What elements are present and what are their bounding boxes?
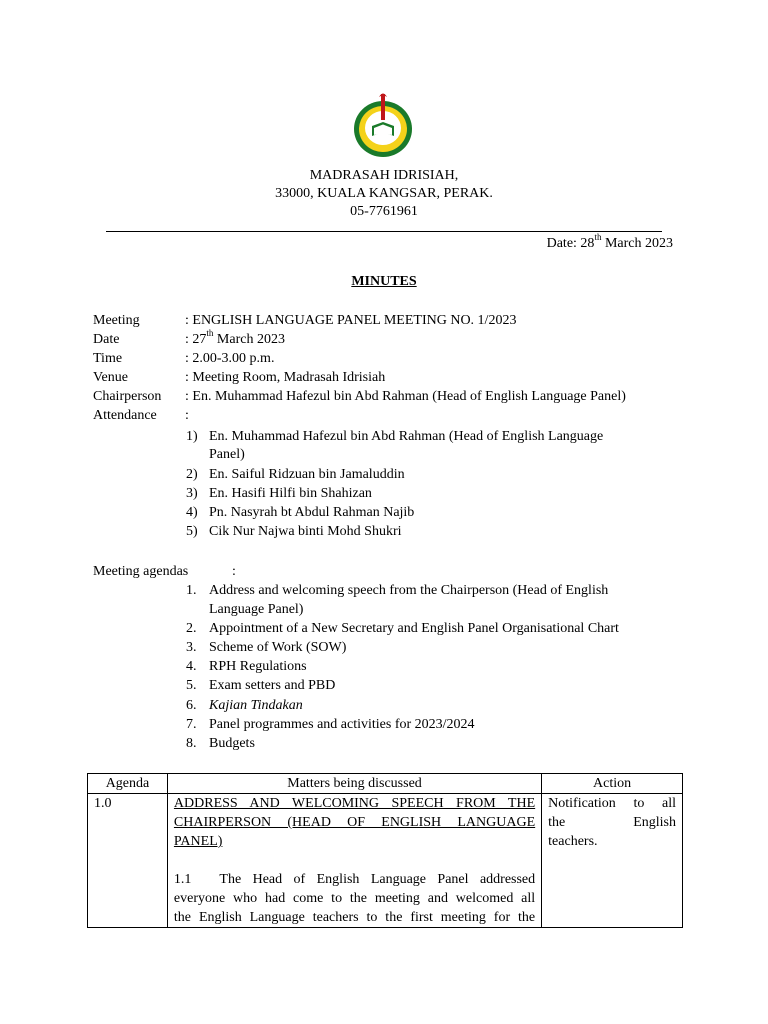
venue-value: : Meeting Room, Madrasah Idrisiah xyxy=(185,370,386,385)
table-header-row xyxy=(88,774,683,794)
school-address: 33000, KUALA KANGSAR, PERAK. xyxy=(275,186,493,201)
chairperson-label: Chairperson xyxy=(93,389,162,404)
agenda-item: Panel programmes and activities for 2023/2024 xyxy=(209,717,475,732)
matters-paragraph-line: everyone who had come to the meeting and welcomed all xyxy=(173,891,536,906)
attendance-num: 1) xyxy=(186,429,198,444)
meeting-label: Meeting xyxy=(93,313,140,328)
time-label: Time xyxy=(93,351,123,366)
agendas-label: Meeting agendas xyxy=(93,564,189,579)
attendance-label: Attendance xyxy=(93,408,157,423)
chairperson-value: : En. Muhammad Hafezul bin Abd Rahman (Head of English Language Panel) xyxy=(185,389,626,404)
agenda-num: 4. xyxy=(186,659,197,674)
agenda-num: 1. xyxy=(186,583,197,598)
matters-heading-line: PANEL) xyxy=(173,834,223,849)
time-value: : 2.00-3.00 p.m. xyxy=(185,351,275,366)
action-line: teachers. xyxy=(548,834,598,849)
agenda-item: Address and welcoming speech from the Chairperson (Head of English xyxy=(209,583,609,598)
school-crest-icon xyxy=(352,88,414,158)
page-title: MINUTES xyxy=(351,274,417,289)
venue-label: Venue xyxy=(93,370,128,385)
meeting-value: : ENGLISH LANGUAGE PANEL MEETING NO. 1/2023 xyxy=(185,313,517,328)
agenda-item: Kajian Tindakan xyxy=(209,698,303,713)
matters-heading-line: CHAIRPERSON (HEAD OF ENGLISH LANGUAGE xyxy=(173,815,536,830)
agenda-item-cont: Language Panel) xyxy=(209,602,304,617)
attendance-item: Cik Nur Najwa binti Mohd Shukri xyxy=(209,524,402,539)
attendance-item: En. Hasifi Hilfi bin Shahizan xyxy=(209,486,372,501)
agenda-num: 5. xyxy=(186,678,197,693)
attendance-num: 5) xyxy=(186,524,198,539)
attendance-item: En. Muhammad Hafezul bin Abd Rahman (Head of English Language xyxy=(209,429,604,444)
header-agenda: Agenda xyxy=(88,774,168,794)
matters-paragraph-line: 1.1 The Head of English Language Panel addressed xyxy=(173,872,536,887)
attendance-colon: : xyxy=(185,408,189,423)
matters-heading-line: ADDRESS AND WELCOMING SPEECH FROM THE xyxy=(173,796,536,811)
attendance-item-cont: Panel) xyxy=(209,447,245,462)
action-cell xyxy=(542,794,683,928)
header-divider xyxy=(106,231,662,232)
matters-cell xyxy=(167,794,541,928)
date-label: Date xyxy=(93,332,120,347)
agenda-item: Appointment of a New Secretary and English Panel Organisational Chart xyxy=(209,621,619,636)
minutes-table xyxy=(87,773,683,928)
agenda-num: 6. xyxy=(186,698,197,713)
header-action: Action xyxy=(542,774,683,794)
attendance-item: Pn. Nasyrah bt Abdul Rahman Najib xyxy=(209,505,415,520)
agenda-num: 2. xyxy=(186,621,197,636)
matters-paragraph-line: the English Language teachers to the first meeting for the xyxy=(173,910,536,925)
school-name: MADRASAH IDRISIAH, xyxy=(309,168,459,183)
action-line: Notification to all xyxy=(548,796,676,811)
agenda-item: Scheme of Work (SOW) xyxy=(209,640,347,655)
agendas-colon: : xyxy=(232,564,236,579)
agenda-num: 3. xyxy=(186,640,197,655)
table-row xyxy=(88,794,683,928)
attendance-item: En. Saiful Ridzuan bin Jamaluddin xyxy=(209,467,405,482)
agenda-cell: 1.0 xyxy=(88,794,168,928)
attendance-num: 2) xyxy=(186,467,198,482)
header-matters: Matters being discussed xyxy=(167,774,541,794)
school-phone: 05-7761961 xyxy=(350,204,418,219)
attendance-num: 4) xyxy=(186,505,198,520)
document-date: Date: 28th March 2023 xyxy=(546,232,673,251)
agenda-item: Budgets xyxy=(209,736,255,751)
date-value: : 27th March 2023 xyxy=(185,328,285,347)
agenda-item: RPH Regulations xyxy=(209,659,307,674)
agenda-item: Exam setters and PBD xyxy=(209,678,336,693)
action-line: the English xyxy=(548,815,676,830)
agenda-num: 8. xyxy=(186,736,197,751)
paragraph-number: 1.1 xyxy=(173,872,192,887)
attendance-num: 3) xyxy=(186,486,198,501)
agenda-num: 7. xyxy=(186,717,197,732)
